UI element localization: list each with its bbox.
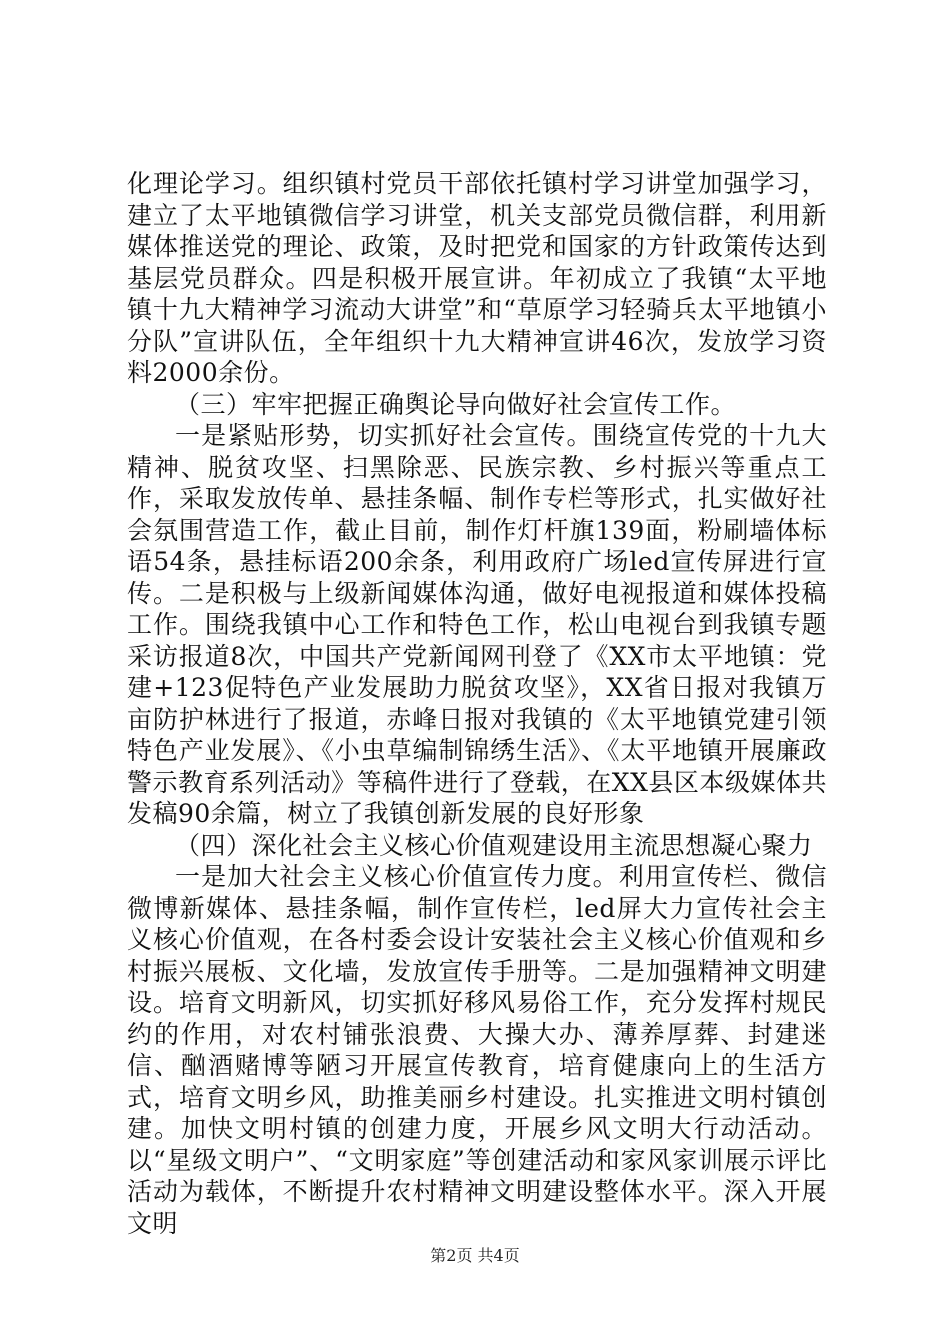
document-body — [127, 168, 827, 1239]
paragraph-continuation: 化理论学习。组织镇村党员干部依托镇村学习讲堂加强学习，建立了太平地镇微信学习讲堂，机关支部党员微信群，利用新媒体推送党的理论、政策，及时把党和国家的方针政策传达到基层党员群众。四是积极开展宣讲。年初成立了我镇“太平地镇十九大精神学习流动大讲堂”和“草原学习轻骑兵太平地镇小分队”宣讲队伍，全年组织十九大精神宣讲46次，发放学习资料2000余份。 — [127, 169, 827, 387]
paragraph-social-publicity: 一是紧贴形势，切实抓好社会宣传。围绕宣传党的十九大精神、脱贫攻坚、扫黑除恶、民族宗教、乡村振兴等重点工作，采取发放传单、悬挂条幅、制作专栏等形式，扎实做好社会氛围营造工作，截止目前，制作灯杆旗139面，粉刷墙体标语54条，悬挂标语200余条，利用政府广场led宣传屏进行宣传。二是积极与上级新闻媒体沟通，做好电视报道和媒体投稿工作。围绕我镇中心工作和特色工作，松山电视台到我镇专题采访报道8次，中国共产党新闻网刊登了《XX市太平地镇：党建+123促特色产业发展助力脱贫攻坚》，XX省日报对我镇万亩防护林进行了报道，赤峰日报对我镇的《太平地镇党建引领特色产业发展》、《小虫草编制锦绣生活》、《太平地镇开展廉政警示教育系列活动》等稿件进行了登载，在XX县区本级媒体共发稿90余篇，树立了我镇创新发展的良好形象 — [127, 421, 827, 828]
section-heading-4: （四）深化社会主义核心价值观建设用主流思想凝心聚力 — [175, 830, 813, 860]
paragraph-core-values: 一是加大社会主义核心价值宣传力度。利用宣传栏、微信微博新媒体、悬挂条幅，制作宣传栏，led屏大力宣传社会主义核心价值观，在各村委会设计安装社会主义核心价值观和乡村振兴展板、文化墙，发放宣传手册等。二是加强精神文明建设。培育文明新风，切实抓好移风易俗工作，充分发挥村规民约的作用，对农村铺张浪费、大操大办、薄养厚葬、封建迷信、酗酒赌博等陋习开展宣传教育，培育健康向上的生活方式，培育文明乡风，助推美丽乡村建设。扎实推进文明村镇创建。加快文明村镇的创建力度，开展乡风文明大行动活动。以“星级文明户”、“文明家庭”等创建活动和家风家训展示评比活动为载体，不断提升农村精神文明建设整体水平。深入开展文明 — [127, 862, 827, 1238]
section-heading-3: （三）牢牢把握正确舆论导向做好社会宣传工作。 — [175, 389, 737, 419]
page-number-footer: 第2页 共4页 — [430, 1246, 520, 1265]
